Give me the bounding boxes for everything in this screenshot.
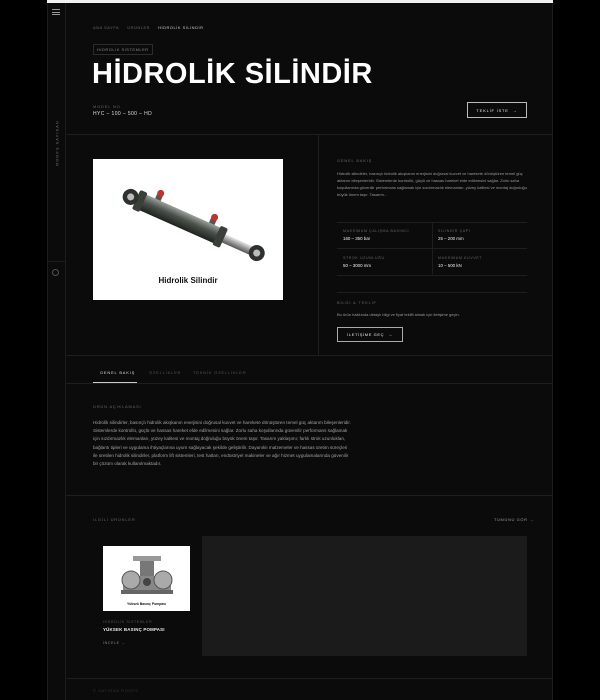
model-label: MODEL NO [93, 104, 121, 109]
arrow-right-icon: → [388, 332, 393, 337]
spec-value: 50 – 3000 mm [343, 263, 372, 268]
arrow-right-icon: → [512, 107, 518, 113]
tab-technical-specs[interactable]: TEKNİK ÖZELLİKLER [193, 370, 247, 375]
breadcrumb-home[interactable]: ANA SAYFA [93, 25, 120, 30]
rail-divider [47, 261, 65, 262]
see-all-label: TÜMÜNÜ GÖR [494, 517, 528, 522]
quote-button[interactable] [467, 102, 527, 118]
description-text: Hidrolik silindirler, basınçlı hidrolik akışkanın enerjisini doğrusal kuvvet ve harekete dönüştüren temel güç aktarım bileşenleridir. Sistemlerde kontrollü, güçlü ve hassas hareket elde edilmesini sağlar. Zorlu saha koşullarında güvenilir performans sağlamak için sızdırmazlık elemanları, yüzey kalitesi ve montaj doğruluğu büyük önem taşır. Tasarım yaklaşımı; farklı strok uzunlukları, bağlantı tipleri ve uygulama ihtiyaçlarına uyum sağlayacak şekilde geliştirilir. Dayanıklı malzemeler ve hassas üretim süreçleri ile üretilen hidrolik silindirler, platform lift sistemleri, test hatları, endüstriyel makineler ve ağır hizmet uygulamalarında güvenilir bir çözüm olarak kullanılmaktadır. [93, 420, 351, 467]
spec-value: 160 – 350 bar [343, 236, 371, 241]
page-title: HİDROLİK SİLİNDİR [92, 58, 373, 90]
category-chip[interactable]: HİDROLİK SİSTEMLER [93, 44, 153, 55]
model-value: HYC – 100 – 500 – HD [93, 111, 153, 117]
spec-label: STROK UZUNLUĞU [343, 256, 385, 260]
spec-label: SİLİNDİR ÇAPI [438, 229, 471, 233]
divider [66, 495, 553, 496]
top-accent-bar [47, 0, 553, 3]
divider [66, 355, 553, 356]
related-product-link[interactable] [103, 641, 125, 645]
arrow-right-icon: → [529, 517, 534, 522]
arrow-right-icon: → [121, 641, 126, 645]
related-product-title[interactable]: YÜKSEK BASINÇ POMPASI [103, 627, 165, 632]
quote-button-label: TEKLİF İSTE [476, 107, 509, 113]
related-product-placeholder [202, 536, 527, 656]
related-products-label: İLGİLİ ÜRÜNLER [93, 517, 136, 522]
spec-label: MAKSİMUM KUVVET [438, 256, 483, 260]
overview-label: GENEL BAKIŞ [337, 158, 373, 163]
menu-icon[interactable] [52, 9, 60, 15]
related-product-image-caption: Yüksek Basınç Pompası [126, 602, 166, 606]
image-caption: Hidrolik Silindir [158, 276, 218, 285]
contact-button-label: İLETİŞİME GEÇ [347, 332, 385, 337]
breadcrumb-current: HİDROLİK SİLİNDİR [158, 25, 204, 30]
related-product-link-label: İNCELE [103, 641, 120, 645]
breadcrumb-products[interactable]: ÜRÜNLER [127, 25, 151, 30]
related-product-image[interactable] [103, 546, 190, 611]
spec-value: 25 – 200 mm [438, 236, 464, 241]
overview-text: Hidrolik silindirler, basınçlı hidrolik akışkanın enerjisini doğrusal kuvvet ve harekete dönüştüren temel güç aktarım bileşenleridir. Sistemlerde kontrollü, güçlü ve hassas hareket elde edilmesini sağlar. Zorlu saha koşullarında güvenilir performans sağlamak için sızdırmazlık elemanları, yüzey kalitesi ve montaj doğruluğu büyük önem taşır. Tasarım... [337, 171, 527, 197]
divider [337, 275, 527, 276]
tab-features[interactable]: ÖZELLİKLER [149, 370, 182, 375]
tab-overview[interactable]: GENEL BAKIŞ [100, 370, 136, 375]
footer-text: © SAYISAN ROOFS [93, 688, 139, 693]
divider [432, 223, 433, 275]
related-product-category: HİDROLİK SİSTEMLER [103, 620, 153, 624]
description-label: ÜRÜN AÇIKLAMASI [93, 404, 142, 409]
divider [66, 134, 553, 135]
product-image [93, 159, 283, 300]
info-label: BİLGİ & TEKLİF [337, 300, 377, 305]
circle-icon[interactable] [52, 269, 59, 276]
divider [318, 135, 319, 355]
side-rail [47, 3, 66, 700]
divider [66, 678, 553, 679]
divider [66, 383, 553, 384]
contact-button[interactable] [337, 327, 403, 342]
divider [337, 292, 527, 293]
breadcrumb [93, 25, 203, 30]
spec-label: MAKSİMUM ÇALIŞMA BASINCI [343, 229, 410, 233]
info-text: Bu ürün hakkında detaylı bilgi ve fiyat teklifi almak için iletişime geçin. [337, 312, 460, 317]
spec-value: 10 – 500 kN [438, 263, 462, 268]
rail-text: ROOFS SAYISAN [54, 120, 60, 166]
see-all-link[interactable] [494, 517, 534, 522]
